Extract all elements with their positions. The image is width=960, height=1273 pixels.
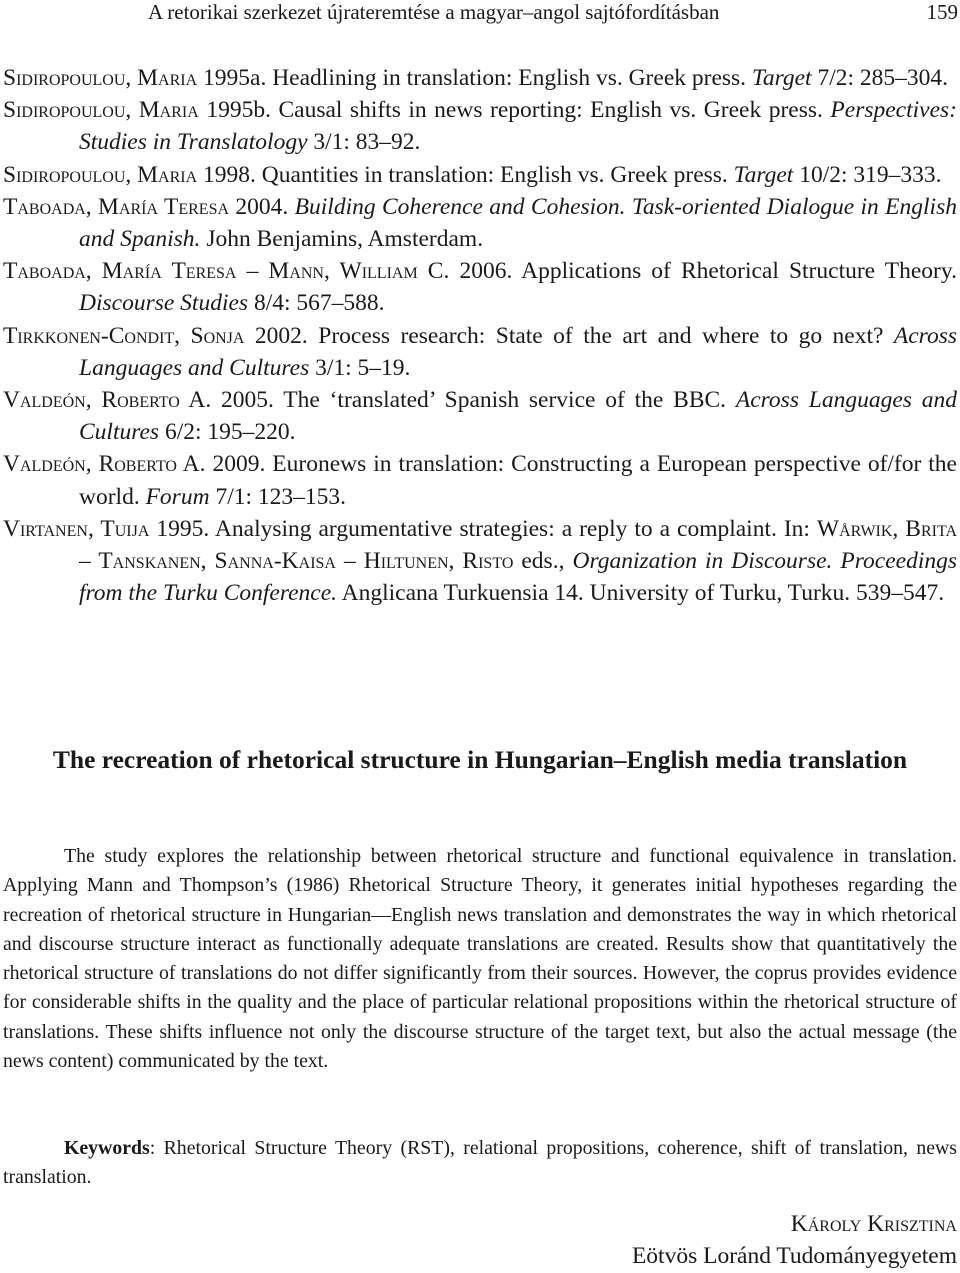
reference-text: 7/2: 285–304. <box>811 65 949 91</box>
reference-text: 2005. The ‘translated’ Spanish service of the BBC. <box>211 387 736 414</box>
reference-source: Across Languages and Cultures <box>79 387 957 446</box>
reference-entry <box>3 191 957 255</box>
abstract-title: The recreation of rhetorical structure in Hungarian–English media translation <box>52 745 908 774</box>
reference-author: Sidiropoulou, Maria <box>3 97 199 124</box>
reference-text: 1995. Analysing argumentative strategies: a reply to a complaint. In: <box>149 515 817 542</box>
reference-text: 6/2: 195–220. <box>159 419 296 446</box>
reference-author: Virtanen, Tuija <box>3 515 150 542</box>
page-number: 159 <box>926 0 958 24</box>
reference-source: Discourse Studies <box>79 290 249 317</box>
reference-source: Organization in Discourse. Proceedings from the Turku Conference. <box>79 548 957 607</box>
reference-text: 10/2: 319–333. <box>793 161 942 188</box>
reference-text: 2002. Process research: State of the art and where to go next? <box>244 322 894 349</box>
reference-source: Target <box>751 65 812 91</box>
reference-text: Anglicana Turkuensia 14. University of Turku, Turku. 539–547. <box>337 580 945 607</box>
reference-source: Target <box>733 161 794 188</box>
reference-entry <box>3 94 957 158</box>
author-affiliation: Eötvös Loránd Tudományegyetem <box>631 1243 957 1269</box>
author-block <box>632 1208 957 1272</box>
reference-author: Valdeón, Roberto A. <box>3 451 206 478</box>
reference-text: 7/1: 123–153. <box>209 483 346 510</box>
reference-source: Forum <box>145 483 210 510</box>
running-title: A retorikai szerkezet újrateremtése a magyar–angol sajtófordításban <box>148 0 720 24</box>
reference-author: Taboada, María Teresa – Mann, William C. <box>3 258 450 285</box>
running-header <box>148 0 960 24</box>
reference-entry <box>3 320 957 384</box>
reference-text: 2009. Euronews in translation: Constructing a European perspective of/for the world. <box>79 451 957 510</box>
reference-text: 1995a. Headlining in translation: English vs. Greek press. <box>197 65 752 91</box>
reference-text: 3/1: 5–19. <box>309 354 411 381</box>
reference-author: Sidiropoulou, Maria <box>3 161 198 188</box>
reference-text: 3/1: 83–92. <box>307 129 421 156</box>
reference-text: 8/4: 567–588. <box>248 290 385 317</box>
reference-author: Wårwik, Brita – Tanskanen, Sanna-Kaisa – Hiltunen, Risto <box>79 515 957 575</box>
reference-source: Building Coherence and Cohesion. Task-oriented Dialogue in English and Spanish. <box>79 193 957 253</box>
reference-text: 2004. <box>229 193 295 220</box>
reference-list <box>3 62 957 609</box>
author-name: Károly Krisztina <box>790 1211 957 1237</box>
keywords <box>3 1134 957 1193</box>
keywords-text: : Rhetorical Structure Theory (RST), relational propositions, coherence, shift of translation, news translation. <box>3 1137 957 1189</box>
reference-source: Perspectives: Studies in Translatology <box>79 97 957 156</box>
reference-text: 2006. Applications of Rhetorical Structure Theory. <box>449 258 957 285</box>
reference-entry <box>3 448 957 512</box>
reference-source: Across Languages and Cultures <box>79 322 957 381</box>
reference-entry <box>3 513 957 610</box>
reference-entry <box>3 255 957 319</box>
reference-text: John Benjamins, Amsterdam. <box>200 226 484 253</box>
reference-text: eds., <box>513 548 573 575</box>
reference-author: Taboada, María Teresa <box>3 193 230 220</box>
reference-entry <box>3 62 957 94</box>
reference-author: Valdeón, Roberto A. <box>3 387 212 414</box>
reference-entry <box>3 384 957 448</box>
reference-text: 1995b. Causal shifts in news reporting: English vs. Greek press. <box>198 97 831 124</box>
reference-entry <box>3 159 957 191</box>
reference-text: 1998. Quantities in translation: English vs. Greek press. <box>197 161 734 188</box>
keywords-label: Keywords <box>64 1137 150 1159</box>
reference-author: Sidiropoulou, Maria <box>3 65 198 91</box>
reference-author: Tirkkonen-Condit, Sonja <box>3 322 245 349</box>
abstract-body: The study explores the relationship between rhetorical structure and functional equivalence in translation. Applying Mann and Thompson’s (1986) Rhetorical Structure Theory, it generates initial hypotheses regarding the recreation of rhetorical structure in Hungarian—English news translation and demonstrates the way in which rhetorical and discourse structure interact as functionally adequate translations are created. Results show that quantitatively the rhetorical structure of translations do not differ significantly from their sources. However, the coprus provides evidence for considerable shifts in the quality and the place of particular relational propositions within the rhetorical structure of translations. These shifts influence not only the discourse structure of the target text, but also the actual message (the news content) communicated by the text. <box>3 845 957 1073</box>
